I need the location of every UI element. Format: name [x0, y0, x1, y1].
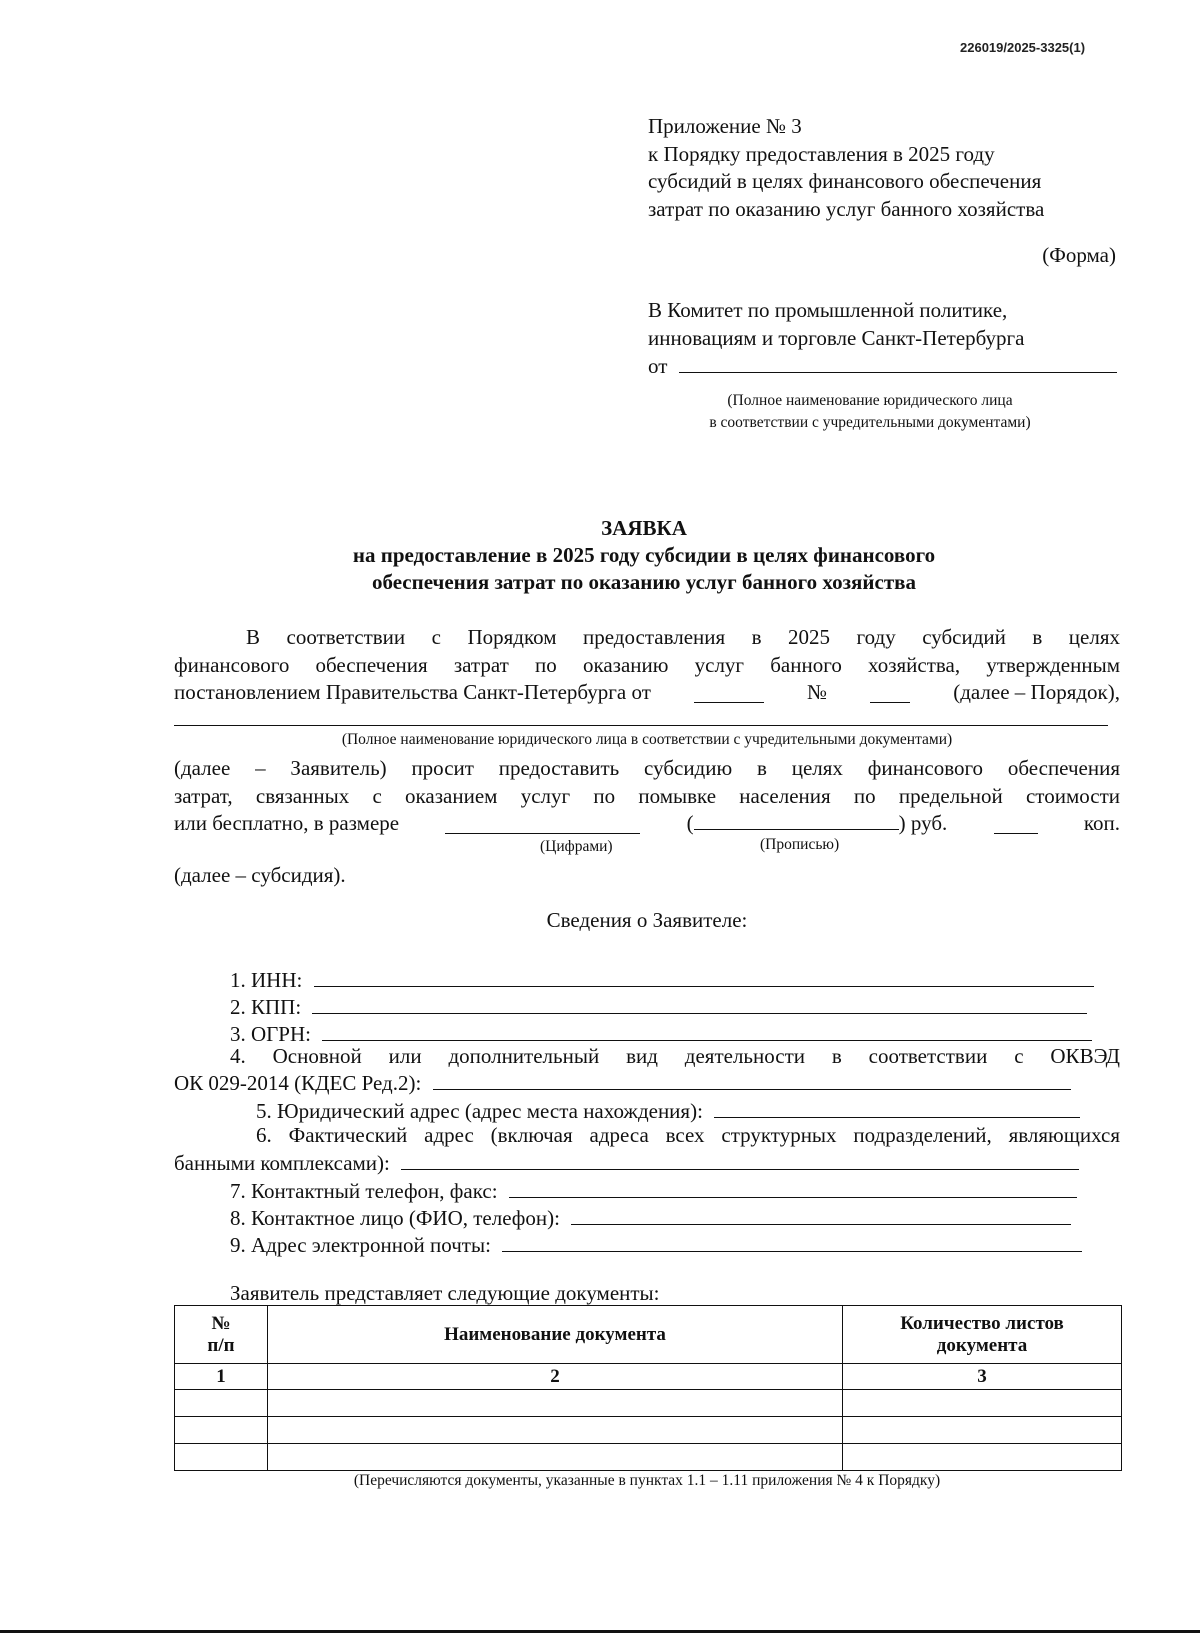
table-cell[interactable]	[268, 1390, 843, 1417]
inn-row	[230, 967, 1094, 995]
page-bottom-edge	[0, 1630, 1200, 1633]
from-field-line[interactable]	[679, 371, 1117, 373]
table-cell[interactable]	[268, 1444, 843, 1471]
contact-field[interactable]	[571, 1223, 1071, 1225]
subsidy-end: (далее – субсидия).	[174, 863, 346, 887]
addressee-block	[648, 296, 1128, 380]
header-number	[175, 1306, 268, 1364]
appendix-header	[648, 113, 1044, 223]
table-row	[175, 1444, 1122, 1471]
title-line: обеспечения затрат по оказанию услуг банного хозяйства	[371, 570, 916, 594]
table-cell[interactable]	[175, 1390, 268, 1417]
okved-row-2	[174, 1070, 1071, 1098]
decree-date-field[interactable]	[694, 701, 764, 703]
legal-address-field[interactable]	[714, 1116, 1080, 1118]
amount-words-line[interactable]	[694, 828, 899, 830]
kopecks-field[interactable]	[994, 832, 1038, 834]
numbering-cell: 3	[843, 1364, 1122, 1390]
appendix-line: к Порядку предоставления в 2025 году	[648, 141, 995, 166]
addressee-line: инновациям и торговле Санкт-Петербурга	[648, 326, 1025, 350]
email-row	[230, 1232, 1082, 1260]
table-cell[interactable]	[175, 1417, 268, 1444]
inn-field[interactable]	[314, 985, 1094, 987]
digits-caption: (Цифрами)	[540, 838, 613, 855]
decree-number-field[interactable]	[870, 701, 910, 703]
title-line: ЗАЯВКА	[601, 516, 687, 540]
okved-line: 4. Основной или дополнительный вид деятельности в соответствии с ОКВЭД	[230, 1044, 1120, 1068]
inn-label: 1. ИНН:	[230, 968, 303, 992]
amount-label: или бесплатно, в размере	[174, 811, 400, 835]
header-sheet-count	[843, 1306, 1122, 1364]
note-line: в соответствии с учредительными документами)	[709, 414, 1031, 431]
para-line: финансового обеспечения затрат по оказанию услуг банного хозяйства, утвержденным	[174, 652, 1120, 677]
table-cell[interactable]	[268, 1417, 843, 1444]
header-sheet-line: Количество листов	[900, 1312, 1064, 1334]
table-cell[interactable]	[175, 1444, 268, 1471]
email-label: 9. Адрес электронной почты:	[230, 1233, 491, 1257]
email-field[interactable]	[502, 1250, 1082, 1252]
ogrn-label: 3. ОГРН:	[230, 1022, 311, 1046]
title-line: на предоставление в 2025 году субсидии в целях финансового	[352, 543, 936, 567]
numbering-cell: 1	[175, 1364, 268, 1390]
table-cell[interactable]	[843, 1390, 1122, 1417]
table-cell[interactable]	[843, 1417, 1122, 1444]
header-sheet-line: документа	[936, 1334, 1028, 1356]
para-line: затрат, связанных с оказанием услуг по помывке населения по предельной стоимости	[174, 783, 1120, 808]
kpp-label: 2. КПП:	[230, 995, 302, 1019]
actual-address-label: банными комплексами):	[174, 1151, 390, 1175]
amount-words-field	[687, 810, 948, 838]
kpp-field[interactable]	[312, 1012, 1087, 1014]
para-line: (далее – Заявитель) просит предоставить субсидию в целях финансового обеспечения	[174, 756, 1120, 780]
appendix-line: Приложение № 3	[648, 114, 802, 138]
actual-address-line: 6. Фактический адрес (включая адреса всех структурных подразделений, являющихся	[256, 1123, 1120, 1147]
addressee-line: В Комитет по промышленной политике,	[648, 298, 1008, 322]
kopecks-label: коп.	[1083, 811, 1120, 835]
header-number-line: №	[211, 1312, 231, 1334]
document-title	[174, 515, 1114, 596]
document-number: 226019/2025-3325(1)	[960, 40, 1086, 55]
rub-label: ) руб.	[898, 811, 948, 835]
header-doc-name: Наименование документа	[268, 1306, 843, 1364]
words-caption: (Прописью)	[760, 836, 840, 853]
table-header-row	[175, 1306, 1122, 1364]
paragraph-request	[174, 755, 1120, 810]
contact-row	[230, 1205, 1071, 1233]
decree-continuation: (далее – Порядок),	[953, 680, 1120, 704]
entity-name-line[interactable]	[174, 725, 1108, 726]
ogrn-field[interactable]	[322, 1039, 1092, 1041]
form-label: (Форма)	[1042, 243, 1116, 267]
actual-address-row-2	[174, 1150, 1079, 1178]
table-cell[interactable]	[843, 1444, 1122, 1471]
okved-label: ОК 029-2014 (КДЕС Ред.2):	[174, 1071, 422, 1095]
entity-name-note: (Полное наименование юридического лица в соответствии с учредительными документами)	[341, 731, 953, 748]
table-row	[175, 1390, 1122, 1417]
decree-number-label: №	[807, 680, 828, 704]
phone-row	[230, 1178, 1077, 1206]
from-label: от	[648, 354, 668, 378]
paragraph-intro	[174, 624, 1120, 679]
documents-table	[174, 1305, 1122, 1471]
actual-address-field[interactable]	[401, 1168, 1079, 1170]
numbering-cell: 2	[268, 1364, 843, 1390]
okved-row	[174, 1043, 1120, 1071]
header-number-line: п/п	[207, 1334, 235, 1356]
addressee-note	[640, 390, 1100, 434]
amount-digits-field[interactable]	[445, 832, 640, 834]
table-numbering-row	[175, 1364, 1122, 1390]
phone-field[interactable]	[509, 1196, 1077, 1198]
applicant-info-caption: Сведения о Заявителе:	[546, 908, 748, 932]
table-footnote: (Перечисляются документы, указанные в пунктах 1.1 – 1.11 приложения № 4 к Порядку)	[353, 1472, 941, 1489]
kpp-row	[230, 994, 1087, 1022]
note-line: (Полное наименование юридического лица	[727, 392, 1013, 409]
para-line-decree	[174, 679, 1120, 707]
documents-intro: Заявитель представляет следующие документы:	[230, 1281, 660, 1305]
decree-text: постановлением Правительства Санкт-Петербурга от	[174, 680, 651, 704]
phone-label: 7. Контактный телефон, факс:	[230, 1179, 498, 1203]
table-row	[175, 1417, 1122, 1444]
contact-label: 8. Контактное лицо (ФИО, телефон):	[230, 1206, 560, 1230]
from-row	[648, 352, 1128, 380]
appendix-line: затрат по оказанию услуг банного хозяйства	[648, 196, 1045, 221]
legal-address-label: 5. Юридический адрес (адрес места нахождения):	[256, 1099, 703, 1123]
para-line: В соответствии с Порядком предоставления в 2025 году субсидий в целях	[246, 625, 1120, 649]
open-paren: (	[686, 811, 694, 835]
appendix-line: субсидий в целях финансового обеспечения	[648, 169, 1042, 193]
okved-field[interactable]	[433, 1088, 1071, 1090]
amount-row	[174, 810, 1120, 838]
actual-address-row	[174, 1122, 1120, 1150]
